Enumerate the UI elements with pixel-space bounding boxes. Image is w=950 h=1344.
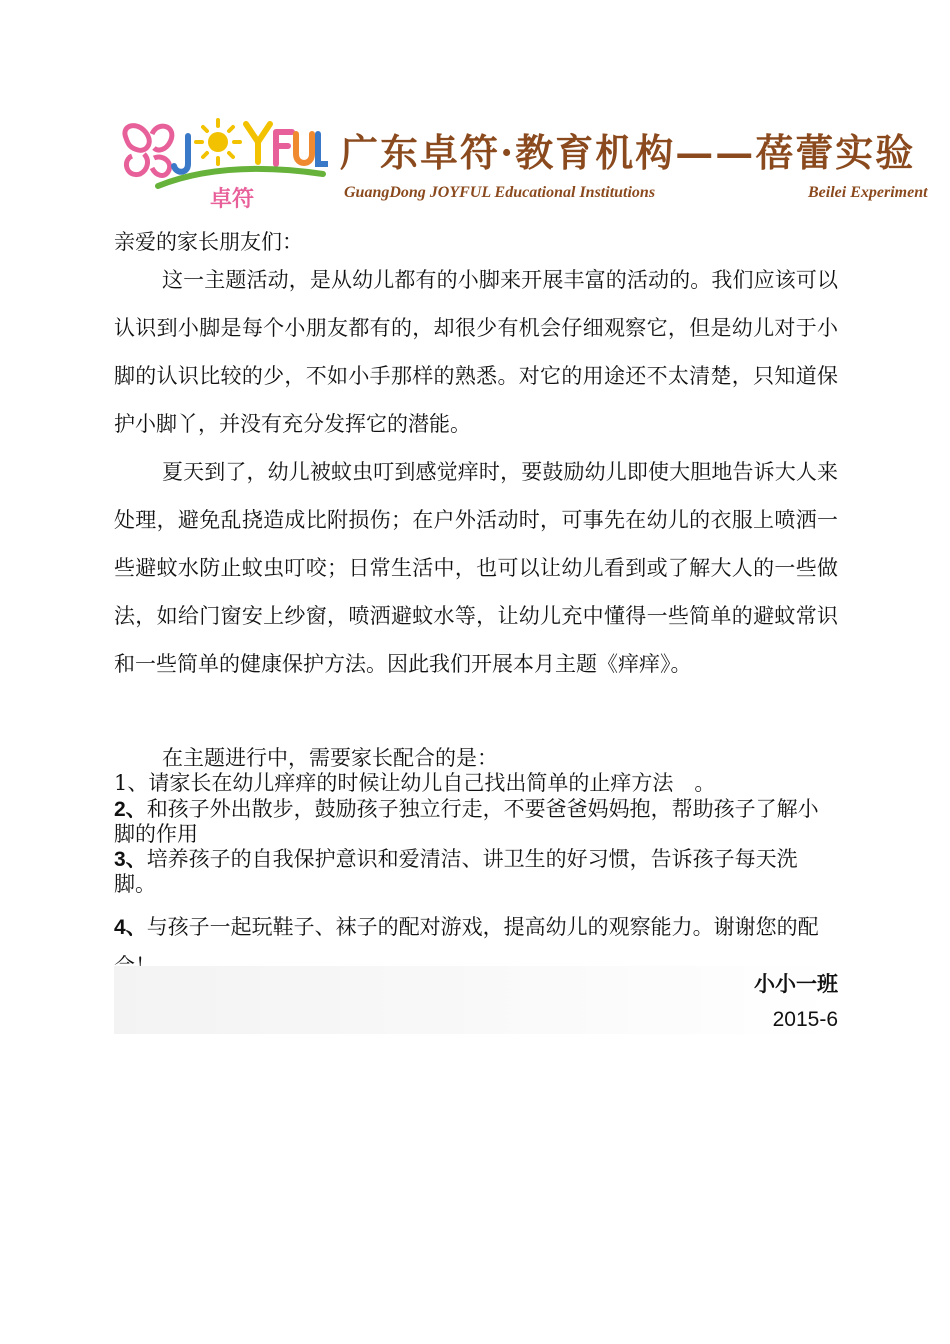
signature-band bbox=[114, 966, 838, 1034]
logo-cn-text: 卓符 bbox=[210, 187, 255, 212]
letterhead bbox=[118, 108, 950, 218]
request-number: 1、 bbox=[114, 771, 149, 795]
signature-class: 小小一班 bbox=[754, 971, 838, 996]
requests-heading: 在主题进行中，需要家长配合的是： bbox=[162, 746, 498, 770]
request-item bbox=[114, 797, 838, 847]
greeting: 亲爱的家长朋友们： bbox=[114, 230, 303, 254]
request-number: 3、 bbox=[114, 848, 147, 871]
signature-date: 2015-6 bbox=[772, 1008, 838, 1031]
request-text: 培养孩子的自我保护意识和爱清洁、讲卫生的好习惯，告诉孩子每天洗脚。 bbox=[114, 847, 798, 896]
request-text: 请家长在幼儿痒痒的时候让幼儿自己找出简单的止痒方法 。 bbox=[148, 771, 716, 795]
org-title: 广东卓符·教育机构——蓓蕾实验 bbox=[340, 130, 916, 175]
paragraph-intro: 这一主题活动，是从幼儿都有的小脚来开展丰富的活动的。我们应该可以认识到小脚是每个小朋友都有的，却很少有机会仔细观察它，但是幼儿对于小脚的认识比较的少，不如小手那样的熟悉。对它的用途还不太清楚，只知道保护小脚丫，并没有充分发挥它的潜能。 bbox=[114, 268, 838, 436]
sun-icon bbox=[196, 120, 240, 164]
request-item bbox=[114, 771, 838, 796]
joyful-logo bbox=[118, 108, 328, 213]
request-number: 4、 bbox=[114, 916, 147, 939]
paragraph-summer: 夏天到了，幼儿被蚊虫叮到感觉痒时，要鼓励幼儿即使大胆地告诉大人来处理，避免乱挠造成比附损伤；在户外活动时，可事先在幼儿的衣服上喷洒一些避蚊水防止蚊虫叮咬；日常生活中，也可以让幼儿看到或了解大人的一些做法，如给门窗安上纱窗，喷洒避蚊水等，让幼儿充中懂得一些简单的避蚊常识和一些简单的健康保护方法。因此我们开展本月主题《痒痒》。 bbox=[114, 460, 838, 676]
request-text: 和孩子外出散步，鼓励孩子独立行走，不要爸爸妈妈抱，帮助孩子了解小脚的作用 bbox=[114, 797, 819, 846]
butterfly-icon bbox=[125, 126, 172, 176]
request-item bbox=[114, 847, 838, 897]
org-subtitle-2: Beilei Experiment bbox=[808, 184, 928, 201]
org-subtitle: GuangDong JOYFUL Educational Institutions bbox=[344, 184, 656, 201]
request-text: 与孩子一起玩鞋子、袜子的配对游戏，提高幼儿的观察能力。谢谢您的配 bbox=[146, 915, 819, 939]
request-number: 2、 bbox=[114, 798, 147, 821]
